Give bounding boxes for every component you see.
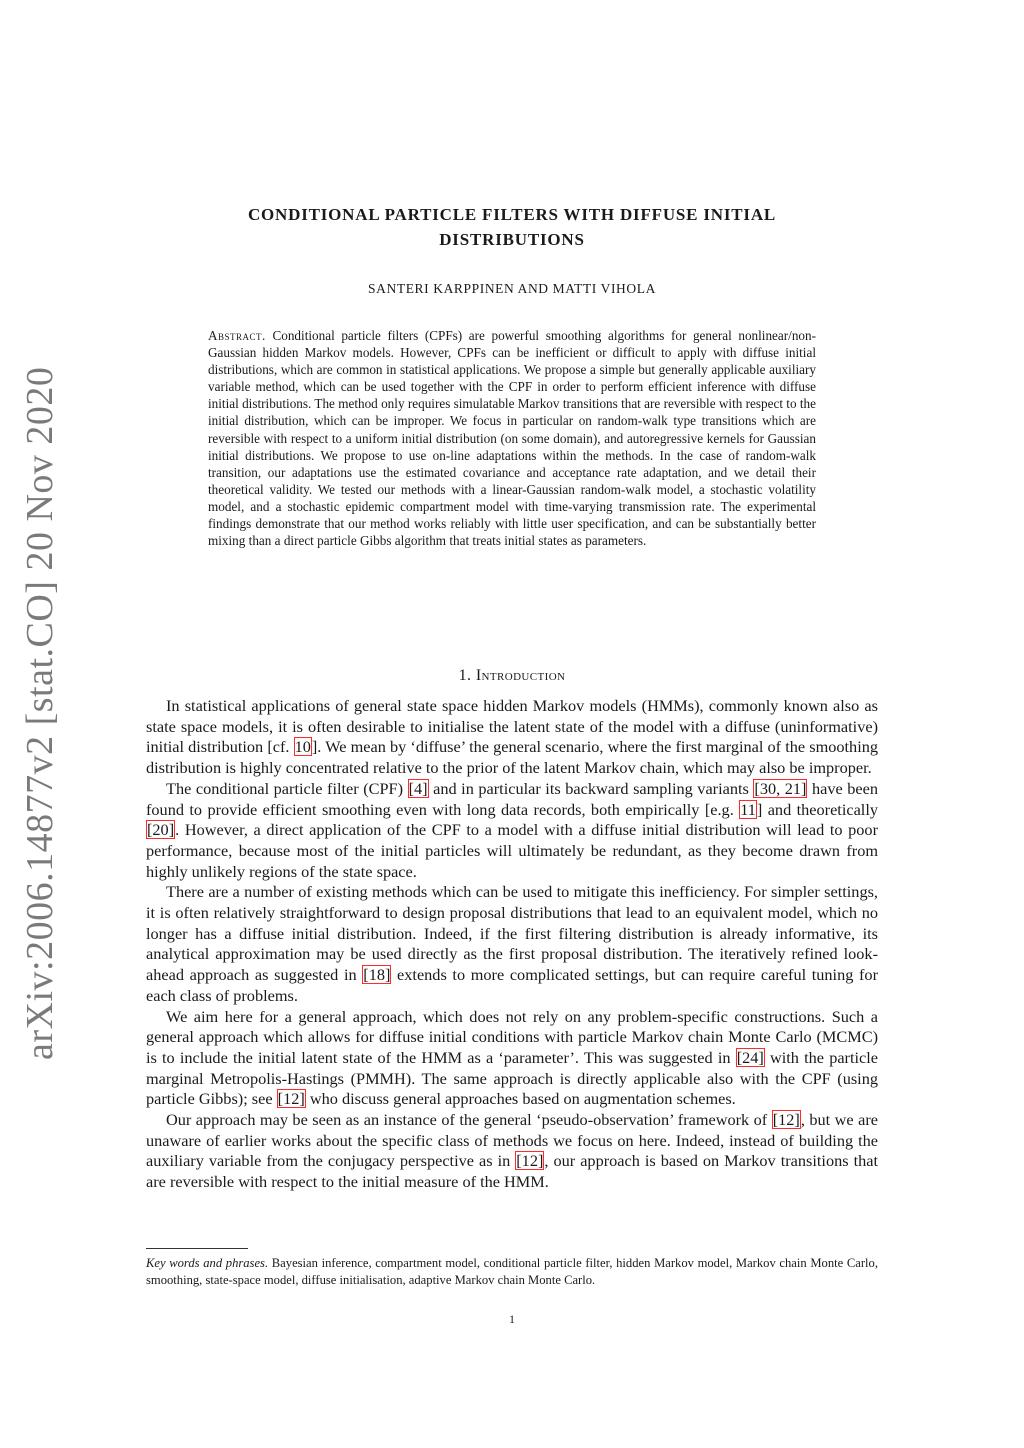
keywords-label: Key words and phrases.: [146, 1256, 269, 1270]
citation-link[interactable]: 10: [294, 737, 311, 757]
text-run: . However, a direct application of the CPF to a model with a diffuse initial distribution will lead to poor performance, because most of the initial particles will ultimately be redundant, as they become drawn from highly unlikely regions of the state space.: [146, 820, 878, 881]
section-number: 1.: [458, 667, 472, 684]
text-run: with the particle marginal Metropolis-Hastings (PMMH). The same approach is directly applicable also with the CPF (using particle Gibbs); see: [146, 1047, 879, 1109]
text-run: , our approach is based on Markov transitions that are reversible with respect to the initial measure of the HMM.: [146, 1151, 878, 1192]
text-run: have been found to provide efficient smoothing even with long data records, both empirically [e.g.: [146, 778, 879, 819]
paragraph-2: [146, 779, 878, 883]
footnote-rule: [146, 1248, 248, 1249]
paper-title-line-1: CONDITIONAL PARTICLE FILTERS WITH DIFFUSE INITIAL: [247, 205, 777, 224]
text-run: who discuss general approaches based on augmentation schemes.: [305, 1089, 736, 1109]
citation-link[interactable]: [30, 21]: [754, 778, 807, 798]
citation-link[interactable]: 11: [740, 799, 756, 819]
arxiv-identifier-stamp: arXiv:2006.14877v2 [stat.CO] 20 Nov 2020: [19, 366, 61, 1060]
text-run: Our approach may be seen as an instance of the general ‘pseudo-observation’ framework of: [166, 1110, 772, 1130]
text-run: In statistical applications of general state space hidden Markov models (HMMs), commonly known also as state space models, it is often desirable to initialise the latent state of the model with a diffuse (uninformative) initial distribution [cf.: [146, 696, 878, 757]
text-run: extends to more complicated settings, but can require careful tuning for each class of problems.: [146, 965, 878, 1005]
text-run: and in particular its backward sampling variants: [428, 778, 754, 798]
text-run: ] and theoretically: [756, 799, 878, 819]
citation-link[interactable]: [12]: [772, 1110, 800, 1130]
citation-link[interactable]: [20]: [147, 820, 175, 840]
text-run: We aim here for a general approach, which does not rely on any problem-specific constructions. Such a general approach which allows for diffuse initial conditions with particle Markov chain Monte Carlo (MCMC) is to include the initial latent state of the HMM as a ‘parameter’. This was suggested in: [146, 1006, 878, 1067]
page-number: 1: [509, 1312, 515, 1326]
abstract-label: Abstract.: [208, 328, 266, 343]
section-heading-introduction: [146, 667, 878, 685]
paragraph-3: [146, 882, 878, 1006]
text-run: , but we are unaware of earlier works about the specific class of methods we focus on here. Indeed, instead of building the auxiliary variable from the conjugacy perspective as in: [146, 1110, 878, 1171]
paragraph-4: [146, 1007, 878, 1111]
keywords-footnote: [146, 1255, 878, 1289]
keywords-text: Bayesian inference, compartment model, conditional particle filter, hidden Markov model, Markov chain Monte Carlo, smoothing, state-space model, diffuse initialisation, adaptive Markov chain Monte Carlo.: [146, 1256, 878, 1287]
abstract-text: Conditional particle filters (CPFs) are powerful smoothing algorithms for general nonlinear/non-Gaussian hidden Markov models. However, CPFs can be inefficient or difficult to apply with diffuse initial distributions, which are common in statistical applications. We propose a simple but generally applicable auxiliary variable method, which can be used together with the CPF in order to perform efficient inference with diffuse initial distributions. The method only requires simulatable Markov transitions that are reversible with respect to the initial distribution, which can be improper. We focus in particular on random-walk type transitions which are reversible with respect to a uniform initial distribution (on some domain), and autoregressive kernels for Gaussian initial distributions. We propose to use on-line adaptations within the methods. In the case of random-walk transition, our adaptations use the estimated covariance and acceptance rate adaptation, and we detail their theoretical validity. We tested our methods with a linear-Gaussian random-walk model, a stochastic volatility model, and a stochastic epidemic compartment model with time-varying transmission rate. The experimental findings demonstrate that our method works reliably with little user specification, and can be substantially better mixing than a direct particle Gibbs algorithm that treats initial states as parameters.: [208, 328, 816, 549]
paper-authors: SANTERI KARPPINEN AND MATTI VIHOLA: [368, 281, 656, 296]
introduction-body: [146, 696, 878, 1193]
citation-link[interactable]: [12]: [516, 1151, 544, 1171]
citation-link[interactable]: [4]: [408, 778, 428, 798]
section-title: Introduction: [475, 667, 566, 684]
paper-title: [200, 202, 824, 252]
text-run: The conditional particle filter (CPF): [166, 778, 408, 798]
citation-link[interactable]: [12]: [277, 1089, 305, 1109]
text-run: There are a number of existing methods which can be used to mitigate this inefficiency. For simpler settings, it is often relatively straightforward to design proposal distributions that lead to an equivalent model, which no longer has a diffuse initial distribution. Indeed, if the first filtering distribution is already informative, its analytical approximation may be used directly as the first proposal distribution. The iteratively refined look-ahead approach as suggested in: [146, 882, 878, 985]
citation-link[interactable]: [24]: [736, 1047, 764, 1067]
abstract: [208, 327, 816, 549]
paragraph-1: [146, 696, 878, 779]
paragraph-5: [146, 1110, 878, 1193]
paper-title-line-2: DISTRIBUTIONS: [439, 230, 585, 249]
text-run: ]. We mean by ‘diffuse’ the general scenario, where the first marginal of the smoothing distribution is highly concentrated relative to the prior of the latent Markov chain, which may also be improper.: [146, 737, 878, 778]
citation-link[interactable]: [18]: [363, 965, 391, 985]
